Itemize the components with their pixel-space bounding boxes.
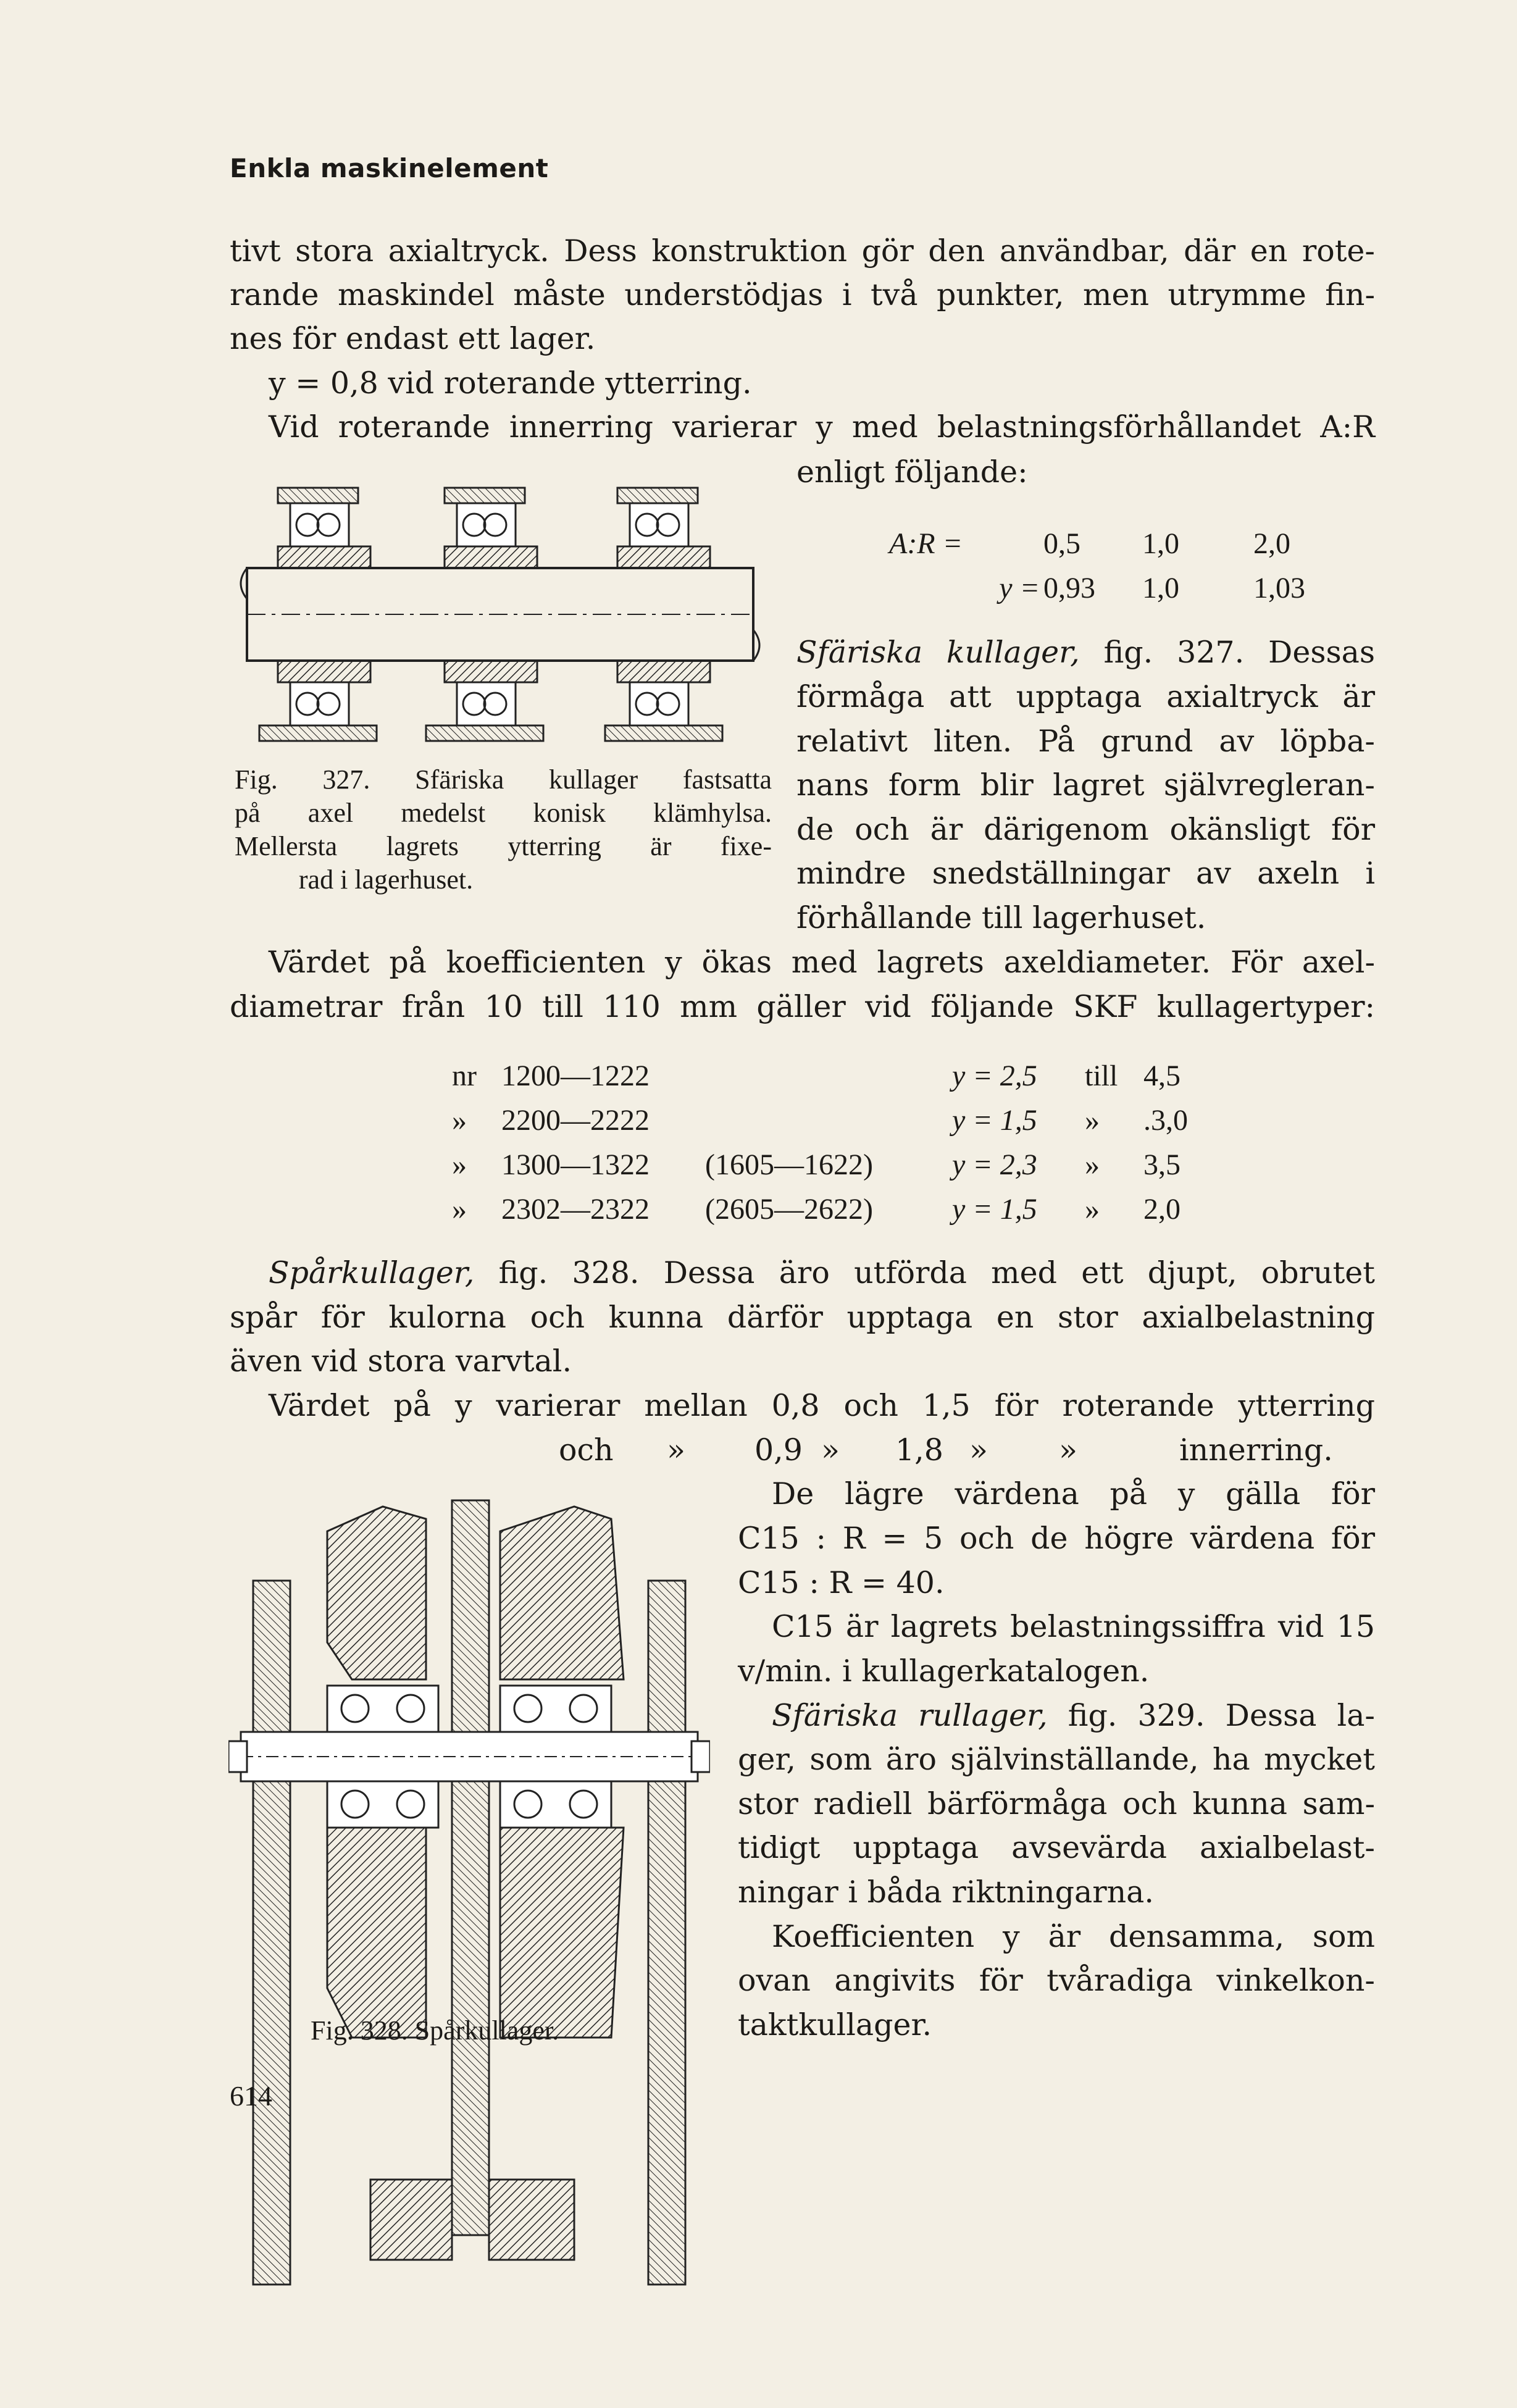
ditto-mark: » — [969, 1432, 988, 1468]
caption-line: Mellersta lagrets ytterring är fixe- — [235, 831, 772, 861]
enligt-line: enligt följande: — [796, 454, 1028, 490]
ratio-cell: 1,0 — [1142, 527, 1179, 560]
table-cell: .3,0 — [1143, 1103, 1188, 1137]
och-innerring: innerring. — [1179, 1432, 1333, 1468]
figure-327-bearings-on-shaft — [235, 482, 790, 753]
table-row — [452, 1098, 1188, 1142]
table-cell: (2605—2622) — [705, 1192, 873, 1226]
right-text-line: tidigt upptaga avsevärda axialbelast- — [738, 1830, 1375, 1865]
right-text-line: ovan angivits för tvåradiga vinkelkon- — [738, 1963, 1375, 1998]
ditto-mark: » — [667, 1432, 685, 1468]
table-cell: » — [1085, 1192, 1100, 1226]
italic-term: Spårkullager, — [269, 1255, 475, 1290]
right-text-line: ningar i båda riktningarna. — [738, 1875, 1154, 1910]
caption-line: på axel medelst konisk klämhylsa. — [235, 798, 772, 828]
right-text-line: relativt liten. På grund av löpba- — [796, 724, 1375, 759]
table-cell: » — [1085, 1103, 1100, 1137]
ratio-cell: 1,0 — [1142, 571, 1179, 604]
right-text-line: v/min. i kullagerkatalogen. — [738, 1653, 1150, 1689]
table-cell: 2200—2222 — [501, 1103, 650, 1137]
running-title: Enkla maskinelement — [230, 153, 549, 183]
table-cell — [705, 1053, 952, 1098]
right-text-line: de och är därigenom okänsligt för — [796, 812, 1375, 847]
text-rest: fig. 328. Dessa äro utförda med ett djupt, obrutet — [474, 1255, 1375, 1290]
table-cell: 2302—2322 — [501, 1192, 650, 1226]
paragraph-line: tivt stora axialtryck. Dess konstruktion gör den användbar, där en rote- — [230, 233, 1375, 269]
ratio-cell: 2,0 — [1253, 527, 1290, 560]
ratio-cell: 1,03 — [1253, 571, 1305, 604]
y-value-line: y = 0,8 vid roterande ytterring. — [269, 366, 752, 401]
paragraph-line: diametrar från 10 till 110 mm gäller vid följande SKF kullagertyper: — [230, 989, 1375, 1024]
table-row — [452, 1053, 1188, 1098]
table-cell: y = 2,3 — [952, 1148, 1037, 1181]
table-cell — [705, 1098, 952, 1142]
table-cell: 2,0 — [1143, 1192, 1181, 1226]
skf-bearing-table — [452, 1053, 1188, 1231]
table-row — [452, 1187, 1188, 1231]
paragraph-line: spår för kulorna och kunna därför upptaga en stor axialbelastning — [230, 1300, 1375, 1335]
right-text-line — [772, 1694, 1375, 1737]
table-cell: » — [452, 1103, 467, 1137]
text-rest: fig. 327. Dessas — [1079, 635, 1375, 670]
italic-term: Sfäriska rullager, — [772, 1698, 1048, 1733]
table-cell: (1605—1622) — [705, 1148, 873, 1181]
right-text-line: taktkullager. — [738, 2007, 932, 2042]
table-cell: y = 1,5 — [952, 1192, 1037, 1226]
caption-line: rad i lagerhuset. — [298, 864, 474, 895]
right-text-line: nans form blir lagret självregleran- — [796, 767, 1375, 803]
right-text-line — [796, 631, 1375, 674]
right-text-line: C15 : R = 5 och de högre värdena för — [738, 1521, 1375, 1556]
italic-term: Sfäriska kullager, — [796, 635, 1080, 670]
paragraph-line — [269, 1252, 1375, 1295]
right-text-line: Koefficienten y är densamma, som — [772, 1919, 1375, 1954]
right-text-line: ger, som äro självinställande, ha mycket — [738, 1742, 1375, 1777]
ratio-cell: 0,93 — [1043, 571, 1095, 604]
caption-line: Fig. 327. Sfäriska kullager fastsatta — [235, 764, 772, 795]
figure-328-caption: Fig. 328. Spårkullager. — [311, 2015, 559, 2046]
table-cell: 1200—1222 — [501, 1059, 650, 1092]
right-text-line: stor radiell bärförmåga och kunna sam- — [738, 1786, 1375, 1821]
right-text-line: De lägre värdena på y gälla för — [772, 1476, 1375, 1511]
paragraph-line: Värdet på koefficienten y ökas med lagrets axeldiameter. För axel- — [269, 945, 1375, 980]
right-text-line: C15 : R = 40. — [738, 1565, 945, 1600]
och-word: och — [559, 1432, 614, 1468]
vid-roterande-line: Vid roterande innerring varierar y med belastningsförhållandet A:R — [269, 409, 1375, 445]
table-cell: 3,5 — [1143, 1148, 1181, 1181]
text-rest: fig. 329. Dessa la- — [1047, 1698, 1375, 1733]
figure-328-groove-bearing — [228, 1482, 710, 2408]
table-cell: till — [1085, 1059, 1118, 1092]
paragraph-line: Värdet på y varierar mellan 0,8 och 1,5 för roterande ytterring — [269, 1388, 1375, 1423]
right-text-line: mindre snedställningar av axeln i — [796, 856, 1375, 891]
table-cell: 1300—1322 — [501, 1148, 650, 1181]
table-row — [452, 1142, 1188, 1187]
page-number: 614 — [230, 2080, 272, 2112]
table-cell: » — [452, 1192, 467, 1226]
och-value: 1,8 — [895, 1432, 943, 1468]
table-cell: y = 2,5 — [952, 1059, 1037, 1092]
table-cell: y = 1,5 — [952, 1103, 1037, 1137]
right-text-line: C15 är lagrets belastningssiffra vid 15 — [772, 1609, 1375, 1644]
table-cell: nr — [452, 1059, 477, 1092]
paragraph-line: även vid stora varvtal. — [230, 1344, 572, 1379]
right-text-line: förhållande till lagerhuset. — [796, 900, 1206, 935]
table-cell: 4,5 — [1143, 1059, 1181, 1092]
right-text-line: förmåga att upptaga axialtryck är — [796, 679, 1375, 714]
paragraph-line: nes för endast ett lager. — [230, 321, 596, 356]
table-cell: » — [452, 1148, 467, 1181]
paragraph-line: rande maskindel måste understödjas i två punkter, men utrymme fin- — [230, 277, 1375, 312]
och-value: 0,9 — [754, 1432, 803, 1468]
ratio-table — [889, 521, 1305, 610]
table-cell: » — [1085, 1148, 1100, 1181]
ratio-cell: 0,5 — [1043, 527, 1080, 560]
ditto-mark: » — [821, 1432, 840, 1468]
ratio-label: A:R = — [889, 527, 963, 560]
ditto-mark: » — [1059, 1432, 1077, 1468]
figure-327-caption — [235, 763, 772, 897]
ratio-label: y = — [999, 571, 1040, 604]
